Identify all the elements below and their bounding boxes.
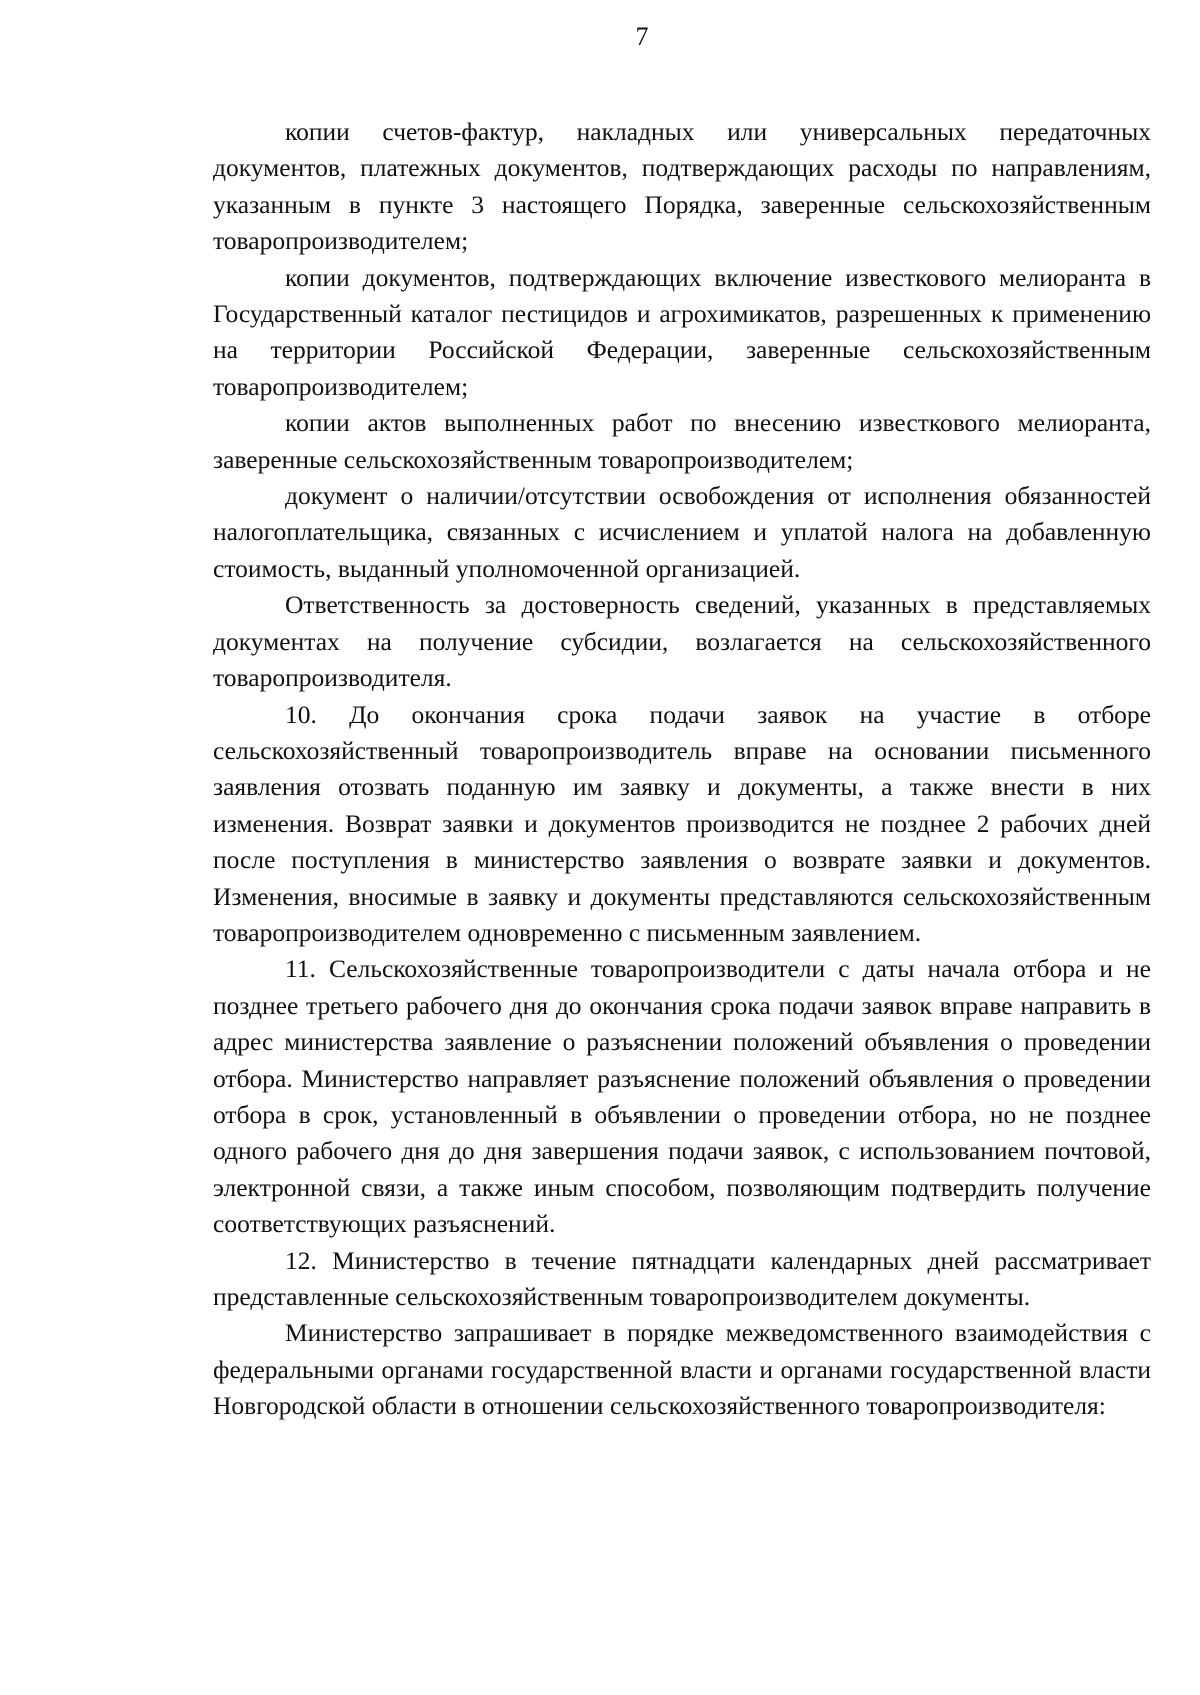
paragraph-item-12: 12. Министерство в течение пятнадцати календарных дней рассматривает представленные сельскохозяйственным товаропроизводителем документы. — [213, 1245, 1151, 1311]
document-body — [213, 114, 1151, 1425]
paragraph-item-11: 11. Сельскохозяйственные товаропроизводители с даты начала отбора и не позднее третьего рабочего дня до окончания срока подачи заявок вправе направить в адрес министерства заявление о разъяснении положений объявления о проведении отбора. Министерство направляет разъяснение положений объявления о проведении отбора в срок, установленный в объявлении о проведении отбора, но не позднее одного рабочего дня до дня завершения подачи заявок, с использованием почтовой, электронной связи, а также иным способом, позволяющим подтвердить получение соответствующих разъяснений. — [213, 954, 1151, 1239]
paragraph-work-acts: копии актов выполненных работ по внесению известкового мелиоранта, заверенные сельскохозяйственным товаропроизводителем; — [213, 408, 1151, 474]
paragraph-invoice-copies: копии счетов-фактур, накладных или универсальных передаточных документов, платежных документов, подтверждающих расходы по направлениям, указанным в пункте 3 настоящего Порядка, заверенные сельскохозяйственным товаропроизводителем; — [213, 117, 1151, 256]
paragraph-item-10: 10. До окончания срока подачи заявок на участие в отборе сельскохозяйственный товаропроизводитель вправе на основании письменного заявления отозвать поданную им заявку и документы, а также внести в них изменения. Возврат заявки и документов производится не позднее 2 рабочих дней после поступления в министерство заявления о возврате заявки и документов. Изменения, вносимые в заявку и документы представляются сельскохозяйственным товаропроизводителем одновременно с письменным заявлением. — [213, 699, 1151, 947]
paragraph-ministry-request: Министерство запрашивает в порядке межведомственного взаимодействия с федеральными органами государственной власти и органами государственной власти Новгородской области в отношении сельскохозяйственного товаропроизводителя: — [213, 1318, 1151, 1421]
paragraph-vat-document: документ о наличии/отсутствии освобождения от исполнения обязанностей налогоплательщика, связанных с исчислением и уплатой налога на добавленную стоимость, выданный уполномоченной организацией. — [213, 481, 1151, 583]
page-number: 7 — [635, 22, 649, 51]
paragraph-catalog-documents: копии документов, подтверждающих включение известкового мелиоранта в Государственный каталог пестицидов и агрохимикатов, разрешенных к применению на территории Российской Федерации, заверенные сельскохозяйственным товаропроизводителем; — [213, 262, 1151, 401]
paragraph-responsibility: Ответственность за достоверность сведений, указанных в представляемых документах на получение субсидии, возлагается на сельскохозяйственного товаропроизводителя. — [213, 590, 1151, 693]
